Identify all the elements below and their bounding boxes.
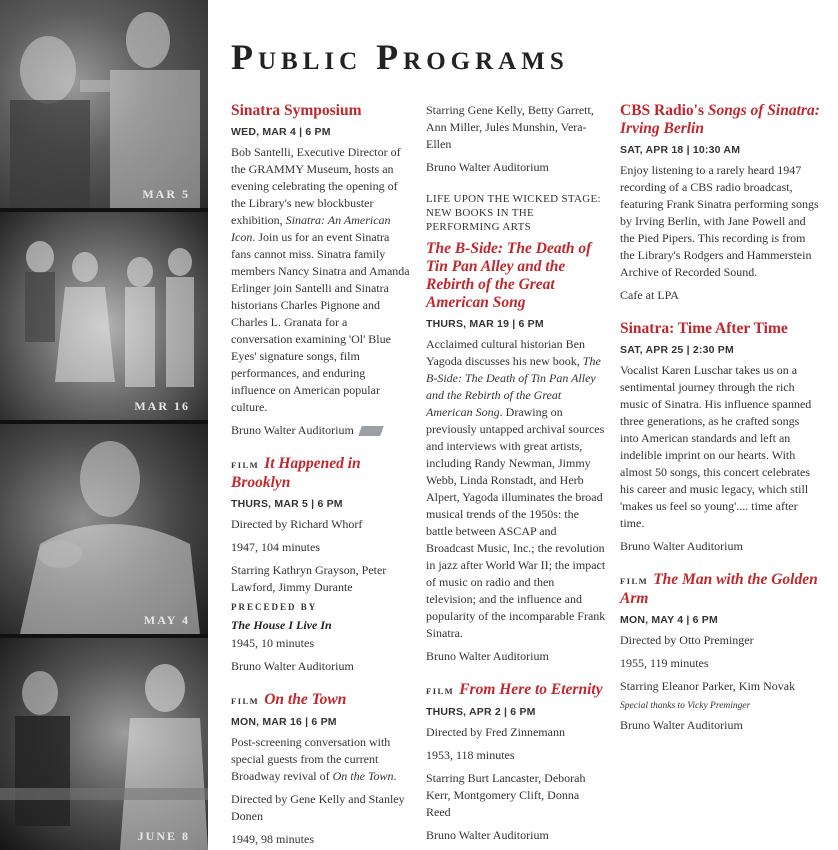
event-title: FILM From Here to Eternity: [426, 681, 603, 698]
event-date: THURS, MAR 5 | 6 PM: [231, 498, 343, 510]
event-date: MON, MAR 16 | 6 PM: [231, 716, 337, 728]
short-film-year: 1945, 10 minutes: [231, 636, 314, 650]
event-description: Enjoy listening to a rarely heard 1947 recording of a CBS radio broadcast, featuring Frank Sinatra performing songs by Irving Berlin, with Jane Powell and the Pied Pipers. This recording is from the Library's Rodgers and Hammerstein Archive of Recorded Sound.: [620, 163, 819, 279]
event-title: CBS Radio's Songs of Sinatra: Irving Berlin: [620, 102, 820, 137]
photo-caption: MAR 16: [134, 399, 190, 413]
event-starring: Starring Burt Lancaster, Deborah Kerr, Montgomery Clift, Donna Reed: [426, 771, 586, 819]
event-date: THURS, MAR 19 | 6 PM: [426, 318, 544, 330]
event-date: THURS, APR 2 | 6 PM: [426, 706, 536, 718]
special-thanks: Special thanks to Vicky Preminger: [620, 701, 751, 711]
event-venue: Bruno Walter Auditorium: [620, 539, 743, 553]
event-venue: Cafe at LPA: [620, 288, 679, 302]
photo-caption: MAR 5: [142, 187, 190, 201]
event-on-the-town: [231, 691, 411, 848]
event-starring: Starring Gene Kelly, Betty Garrett, Ann Miller, Jules Munshin, Vera-Ellen: [426, 103, 594, 151]
event-year: 1955, 119 minutes: [620, 656, 709, 670]
column-2: [426, 102, 606, 850]
short-film-title: The House I Live In: [231, 618, 332, 632]
event-on-the-town-continued: [426, 102, 606, 176]
event-director: Directed by Otto Preminger: [620, 633, 754, 647]
ticket-icon: [358, 426, 384, 436]
event-title: FILM The Man with the Golden Arm: [620, 571, 818, 607]
event-cbs-radio: [620, 102, 820, 304]
preceded-by-label: PRECEDED BY: [231, 602, 318, 612]
series-kicker: LIFE UPON THE WICKED STAGE: NEW BOOKS IN THE PERFORMING ARTS: [426, 193, 601, 233]
event-venue: Bruno Walter Auditorium: [426, 649, 549, 663]
photo-may-4: [0, 424, 208, 634]
event-starring: Starring Eleanor Parker, Kim Novak: [620, 679, 796, 693]
event-date: MON, MAY 4 | 6 PM: [620, 614, 718, 626]
event-director: Directed by Gene Kelly and Stanley Donen: [231, 792, 405, 823]
event-date: SAT, APR 25 | 2:30 PM: [620, 344, 734, 356]
photo-june-8: [0, 638, 208, 850]
event-venue: Bruno Walter Auditorium: [426, 828, 549, 842]
event-description: Bob Santelli, Executive Director of the GRAMMY Museum, hosts an evening celebrating the opening of the Library's new blockbuster exhibition, Sinatra: An American Icon. Join us for an event Sinatra fans cannot miss. Sinatra family members Nancy Sinatra and Amanda Erlinger join Santelli and Sinatra historians Charles Pignone and Charles L. Granata for a conversation examining 'Ol' Blue Eyes' signature songs, film performances, and enduring influence on American popular culture.: [231, 145, 410, 414]
event-from-here-to-eternity: [426, 681, 606, 844]
event-venue: Bruno Walter Auditorium: [620, 718, 743, 732]
event-description: Acclaimed cultural historian Ben Yagoda discusses his new book, The B-Side: The Death of Tin Pan Alley and the Rebirth of the Great American Song. Drawing on previously untapped archival sources and interviews with great artists, including Randy Newman, Jimmy Webb, Linda Ronstadt, and Herb Alpert, Yagoda illuminates the broad musical trends of the 1950s: the battle between ASCAP and Broadcast Music, Inc.; the revolution in jazz after World War II; the impact of music on radio and then television; and the influence and popularity of the incomparable Frank Sinatra.: [426, 337, 606, 640]
photo-mar-16: [0, 212, 208, 420]
photo-caption: JUNE 8: [137, 829, 190, 843]
column-3: [620, 102, 820, 750]
event-description: Post-screening conversation with special guests from the current Broadway revival of On the Town.: [231, 735, 397, 783]
event-venue: Bruno Walter Auditorium: [231, 659, 354, 673]
event-date: SAT, APR 18 | 10:30 AM: [620, 144, 741, 156]
event-man-with-golden-arm: [620, 571, 820, 734]
event-time-after-time: [620, 320, 820, 555]
page-title: Public Programs: [231, 37, 569, 77]
event-sinatra-symposium: [231, 102, 411, 439]
event-venue: Bruno Walter Auditorium: [231, 422, 411, 439]
photo-caption: MAY 4: [143, 613, 190, 627]
event-director: Directed by Richard Whorf: [231, 517, 363, 531]
event-description: Vocalist Karen Luschar takes us on a sentimental journey through the rich music of Sinatra. His influence spanned three generations, as he crafted songs into American standards and left an indelible imprint on our hearts. With almost 50 songs, this concert celebrates his career and music legacy, which still 'makes us feel so young'.... time after time.: [620, 363, 812, 530]
event-title: Sinatra: Time After Time: [620, 320, 788, 337]
event-title: The B-Side: The Death of Tin Pan Alley and the Rebirth of the Great American Song: [426, 240, 592, 311]
event-title: FILM It Happened in Brooklyn: [231, 455, 361, 491]
event-title: FILM On the Town: [231, 691, 347, 708]
event-director: Directed by Fred Zinnemann: [426, 725, 565, 739]
event-year: 1947, 104 minutes: [231, 540, 320, 554]
event-starring: Starring Kathryn Grayson, Peter Lawford, Jimmy Durante: [231, 563, 387, 594]
event-the-b-side: [426, 192, 606, 665]
event-venue: Bruno Walter Auditorium: [426, 160, 549, 174]
event-year: 1953, 118 minutes: [426, 748, 515, 762]
photo-strip: [0, 0, 208, 850]
event-date: WED, MAR 4 | 6 PM: [231, 126, 331, 138]
photo-mar-5: [0, 0, 208, 208]
event-title: Sinatra Symposium: [231, 102, 362, 119]
event-year: 1949, 98 minutes: [231, 832, 314, 846]
event-it-happened-in-brooklyn: [231, 455, 411, 675]
column-1: [231, 102, 411, 850]
